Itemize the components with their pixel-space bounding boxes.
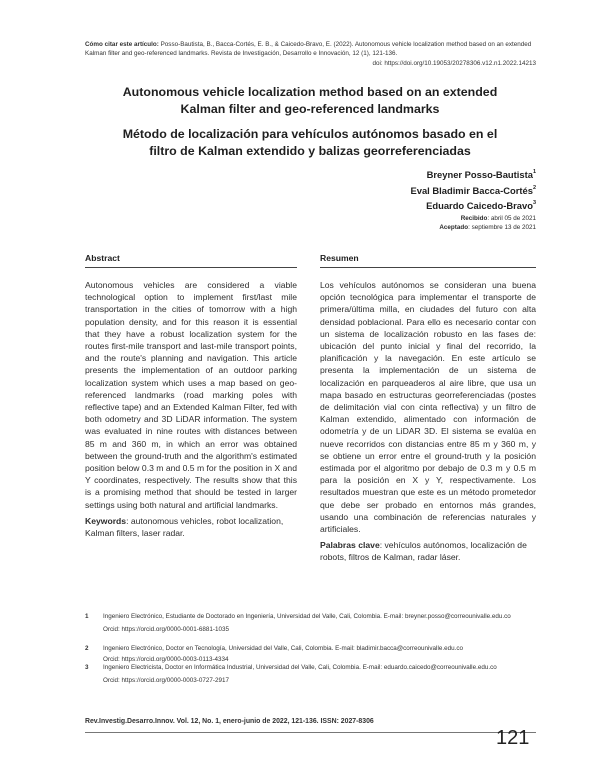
orcid-link[interactable]: Orcid: https://orcid.org/0000-0003-0727-2917 — [103, 676, 230, 684]
orcid-link[interactable]: Orcid: https://orcid.org/0000-0003-0113-4334 — [103, 655, 229, 663]
footnote: 2 Ingeniero Electrónico, Doctor en Tecnología, Universidad del Valle, Cali, Colombia. E-mail: bladimir.bacca@correounivalle.edu.co Orcid: https://orcid.org/0000-0003-0113-4334 — [85, 645, 536, 665]
doi-link[interactable]: doi: https://doi.org/10.19053/20278306.v12.n1.2022.14213 — [372, 60, 536, 67]
citation-text: Posso-Bautista, B., Bacca-Cortés, E. B., & Caicedo-Bravo, E. (2022). Autonomous vehicle localization method based on an extended Kalman filter and geo-referenced landmarks. Revista de Investigación, Desarrollo e Innovación, 12 (1), 121-136. — [85, 41, 532, 57]
resumen-heading: Resumen — [320, 253, 359, 263]
citation — [85, 41, 536, 58]
abstract-rule — [85, 267, 297, 268]
page-number: 121 — [496, 727, 530, 749]
abstract-heading: Abstract — [85, 253, 120, 263]
journal-reference: Rev.Investig.Desarro.Innov. Vol. 12, No. 1, enero-junio de 2022, 121-136. ISSN: 2027-8306 — [85, 718, 374, 725]
citation-label: Cómo citar este artículo: — [85, 41, 159, 48]
author: Breyner Posso-Bautista$^1$ — [426, 169, 536, 180]
orcid-link[interactable]: Orcid: https://orcid.org/0000-0001-6881-1035 — [103, 625, 230, 633]
resumen-text: Los vehículos autónomos se consideran una buena opción tecnológica para implementar el transporte de primera/última milla, en ciudades del futuro con alta densidad poblacional. Para ello es necesario contar con un sistema de localización robusto en las fases de: ubicación del punto inicial y final del recorrido, la planificación y la navegación. En este artículo se presenta la implementación de un sistema de localización en parqueaderos al aire libre, que usa un mapa basado en estructuras georreferenciadas (postes de delimitación vial con cinta reflectiva) y un filtro de Kalman extendido, alimentado con información de odometría y de un LiDAR 3D. El sistema se evalúa en nueve recorridos con distancias entre 85 m y 360 m, y se obtiene un error entre el ground-truth y la posición estimada por el algoritmo por debajo de 0.3 m y 0.5 m para la posición en X y Y, respectivamente. Los resultados muestran que este es un método prometedor que debe ser probado en entornos más grandes, usando una combinación de referencias naturales y artificiales. — [320, 280, 536, 535]
received-date: Recibido: abril 05 de 2021 — [460, 215, 536, 222]
author-list — [300, 167, 536, 214]
resumen-rule — [320, 267, 536, 268]
title-english: Autonomous vehicle localization method based on an extended Kalman filter and geo-referenced landmarks — [122, 85, 498, 116]
footer-rule — [85, 732, 536, 733]
author: Eduardo Caicedo-Bravo$^3$ — [426, 200, 536, 211]
author: Eval Bladimir Bacca-Cortés$^2$ — [410, 184, 536, 196]
abstract-keywords: Keywords: autonomous vehicles, robot localization, Kalman filters, laser radar. — [85, 515, 284, 539]
title-spanish: Método de localización para vehículos autónomos basado en el filtro de Kalman extendido y balizas georreferenciadas — [122, 127, 498, 158]
abstract-text: Autonomous vehicles are considered a viable technological option to implement first/last mile transportation in the cities of tomorrow with a high population density, and for this reason it is essential that they have a robust localization system for the routes first-mile transport and last-mile transport points, and the route's planning and navigation. This article presents the implementation of an outdoor parking localization system which uses a map based on geo-referenced landmarks (road marking poles with reflective tape) and an Extended Kalman Filter, fed with both odometry and 3D LiDAR information. The system was evaluated in nine routes with distances between 85 m and 360 m, in which an error was obtained between the ground-truth and the algorithm's estimated position below 0.3 m and 0.5 m for the position in X and Y coordinates, respectively. The results show that this is a promising method that should be tested in larger settings using both natural and artificial landmarks. — [85, 280, 297, 510]
submission-dates — [300, 214, 536, 232]
resumen-keywords: Palabras clave: vehículos autónomos, localización de robots, filtros de Kalman, radar láser. — [320, 540, 527, 563]
accepted-date: Aceptado: septiembre 13 de 2021 — [439, 224, 536, 231]
footnote: 1 Ingeniero Electrónico, Estudiante de Doctorado en Ingeniería, Universidad del Valle, Cali, Colombia. E-mail: breyner.posso@correounivalle.edu.co Orcid: https://orcid.org/0000-0001-6881-1035 — [85, 613, 536, 635]
abstract-body — [85, 279, 297, 539]
footnote: 3 Ingeniero Electricista, Doctor en Informática Industrial, Universidad del Valle, Cali, Colombia. E-mail: eduardo.caicedo@correounivalle.edu.co Orcid: https://orcid.org/0000-0003-0727-2917 — [85, 664, 536, 686]
resumen-body — [320, 279, 536, 564]
